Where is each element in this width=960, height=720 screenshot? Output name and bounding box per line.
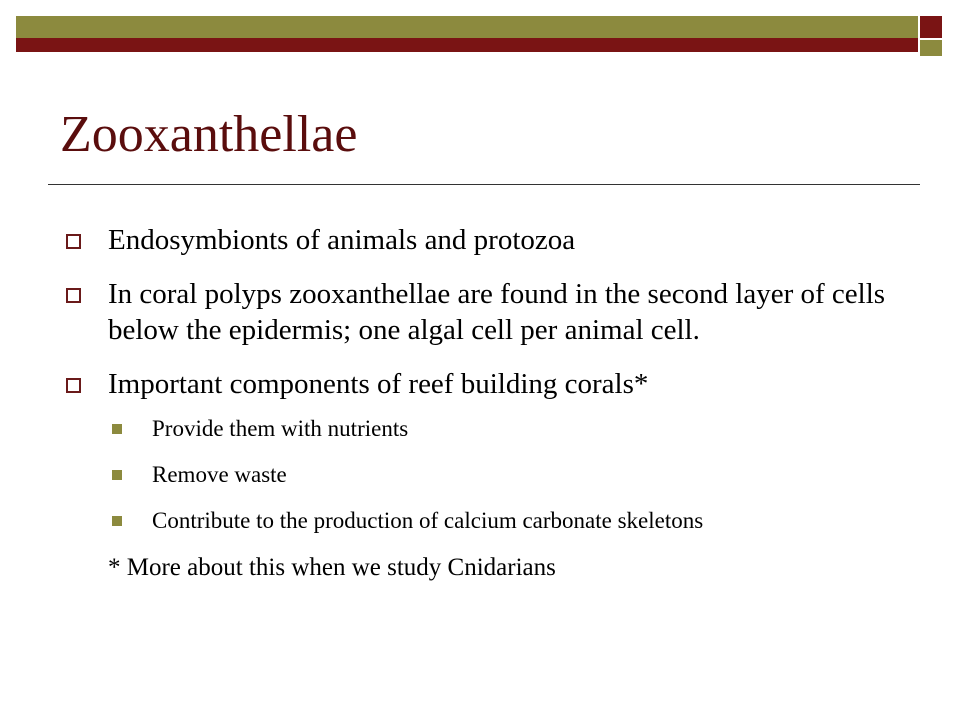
filled-square-bullet-icon	[112, 516, 122, 526]
bullet-item	[64, 222, 924, 258]
hollow-square-bullet-icon	[66, 378, 81, 393]
bullet-item	[64, 276, 924, 348]
bullet-text: Endosymbionts of animals and protozoa	[108, 224, 576, 256]
sub-bullet-text: Contribute to the production of calcium carbonate skeletons	[152, 508, 704, 533]
sub-bullet-item	[64, 414, 924, 443]
bullet-text: Important components of reef building corals*	[108, 368, 649, 400]
corner-square-maroon	[920, 16, 942, 38]
sub-bullet-item	[64, 460, 924, 489]
filled-square-bullet-icon	[112, 470, 122, 480]
title-divider	[48, 184, 920, 185]
hollow-square-bullet-icon	[66, 288, 81, 303]
corner-square-olive	[920, 40, 942, 56]
header-bar-maroon	[16, 38, 918, 52]
sub-bullet-text: Provide them with nutrients	[152, 416, 409, 441]
slide-title: Zooxanthellae	[60, 106, 358, 163]
sub-bullet-item	[64, 506, 924, 535]
bullet-item	[64, 366, 924, 402]
footnote: * More about this when we study Cnidarians	[108, 554, 556, 581]
hollow-square-bullet-icon	[66, 234, 81, 249]
bullet-text: In coral polyps zooxanthellae are found in the second layer of cells below the epidermis; one algal cell per animal cell.	[108, 278, 886, 346]
sub-bullet-text: Remove waste	[152, 462, 287, 487]
header-bar-olive	[16, 16, 918, 38]
sub-bullet-list	[64, 414, 924, 535]
filled-square-bullet-icon	[112, 424, 122, 434]
bullet-list	[64, 222, 924, 584]
